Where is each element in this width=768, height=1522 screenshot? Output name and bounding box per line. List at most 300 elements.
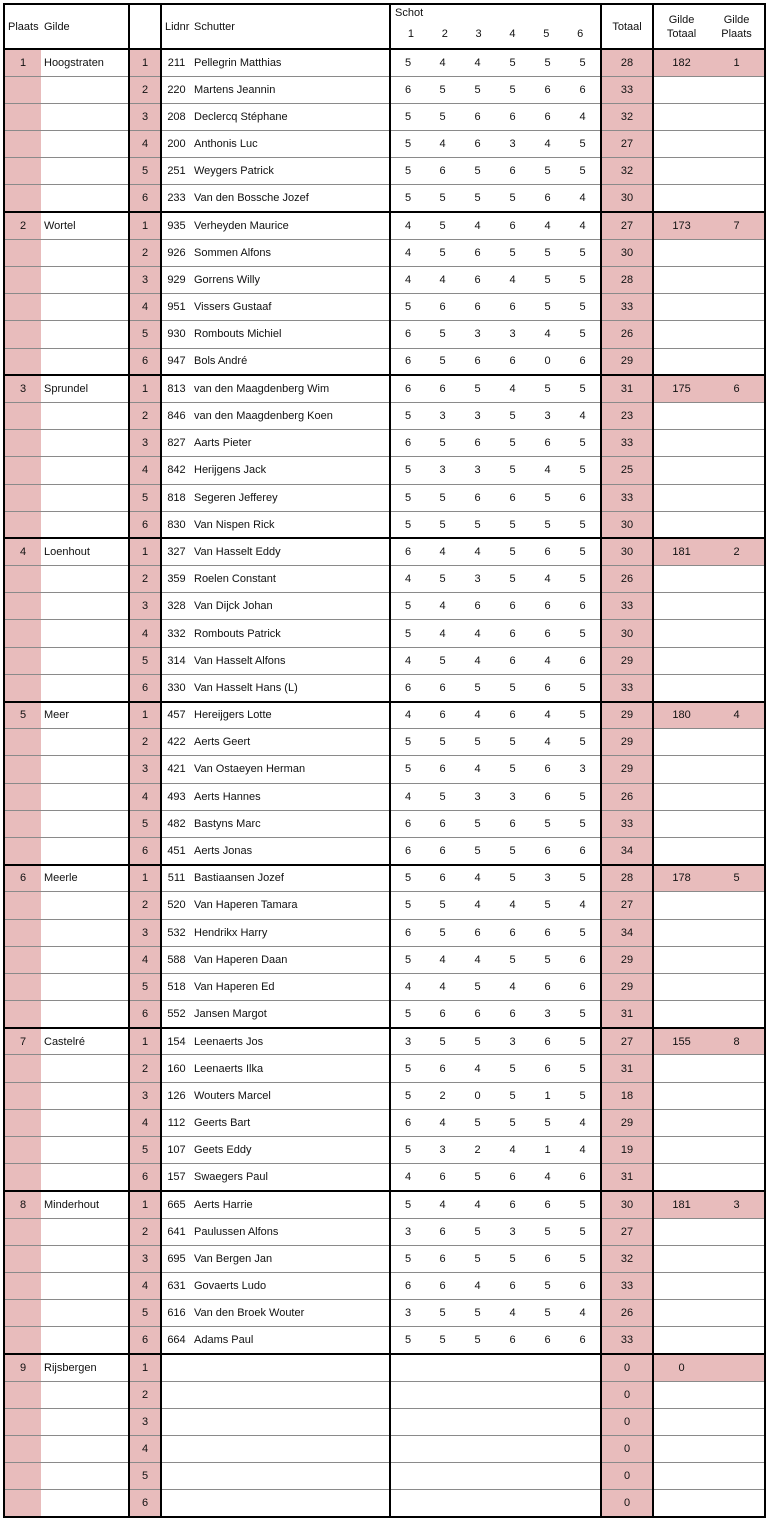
- score-cell-4: 6: [495, 1164, 530, 1191]
- plaats-cell: [4, 647, 41, 674]
- table-row: [4, 1245, 765, 1272]
- row-number-cell: 1: [129, 212, 161, 239]
- gilde-totaal-cell: [653, 756, 709, 783]
- score-cell-1: 5: [390, 1082, 425, 1109]
- lidnr-cell: 327: [161, 538, 191, 565]
- table-row: [4, 1191, 765, 1218]
- score-cell-2: 6: [425, 1272, 460, 1299]
- plaats-cell: [4, 1463, 41, 1490]
- schutter-cell: Aerts Harrie: [191, 1191, 390, 1218]
- plaats-cell: [4, 729, 41, 756]
- score-cell-4: 6: [495, 212, 530, 239]
- score-cell-4: 5: [495, 756, 530, 783]
- score-cell-1: 4: [390, 267, 425, 294]
- gilde-plaats-cell: 6: [709, 375, 765, 402]
- plaats-cell: [4, 1490, 41, 1517]
- score-cell-2: 5: [425, 430, 460, 457]
- totaal-cell: 27: [601, 892, 653, 919]
- table-row: [4, 348, 765, 375]
- score-cell-3: 3: [460, 783, 495, 810]
- plaats-cell: 9: [4, 1354, 41, 1381]
- score-cell-1: 6: [390, 76, 425, 103]
- score-cell-3: [460, 1490, 495, 1517]
- score-cell-5: 4: [530, 212, 565, 239]
- gilde-totaal-cell: [653, 1408, 709, 1435]
- gilde-plaats-cell: [709, 1082, 765, 1109]
- gilde-totaal-cell: [653, 511, 709, 538]
- score-cell-5: 5: [530, 267, 565, 294]
- row-number-cell: 2: [129, 892, 161, 919]
- totaal-cell: 29: [601, 756, 653, 783]
- schutter-cell: Van Hasselt Eddy: [191, 538, 390, 565]
- row-number-cell: 1: [129, 702, 161, 729]
- lidnr-cell: 154: [161, 1028, 191, 1055]
- score-cell-3: 6: [460, 919, 495, 946]
- plaats-cell: [4, 566, 41, 593]
- score-cell-6: 5: [565, 702, 601, 729]
- gilde-plaats-cell: 5: [709, 865, 765, 892]
- schutter-cell: Van Bergen Jan: [191, 1245, 390, 1272]
- row-number-cell: 4: [129, 1272, 161, 1299]
- gilde-totaal-cell: [653, 1327, 709, 1354]
- plaats-cell: 1: [4, 49, 41, 76]
- table-row: [4, 1164, 765, 1191]
- score-cell-5: 5: [530, 158, 565, 185]
- schutter-cell: Van den Broek Wouter: [191, 1300, 390, 1327]
- schutter-cell: Rombouts Michiel: [191, 321, 390, 348]
- gilde-totaal-cell: [653, 484, 709, 511]
- score-cell-6: 4: [565, 402, 601, 429]
- score-cell-3: 6: [460, 294, 495, 321]
- score-cell-1: 6: [390, 348, 425, 375]
- row-number-cell: 6: [129, 1327, 161, 1354]
- gilde-totaal-cell: [653, 1001, 709, 1028]
- schutter-cell: [191, 1463, 390, 1490]
- totaal-cell: 25: [601, 457, 653, 484]
- gilde-plaats-cell: [709, 239, 765, 266]
- score-cell-6: 6: [565, 647, 601, 674]
- gilde-totaal-cell: 0: [653, 1354, 709, 1381]
- row-number-cell: 5: [129, 484, 161, 511]
- plaats-cell: 4: [4, 538, 41, 565]
- row-number-cell: 6: [129, 1001, 161, 1028]
- score-cell-6: 5: [565, 865, 601, 892]
- score-cell-2: 6: [425, 1245, 460, 1272]
- score-cell-5: 4: [530, 131, 565, 158]
- schutter-cell: Van Hasselt Alfons: [191, 647, 390, 674]
- table-row: [4, 402, 765, 429]
- score-cell-2: 5: [425, 321, 460, 348]
- plaats-cell: [4, 837, 41, 864]
- lidnr-cell: 935: [161, 212, 191, 239]
- score-cell-3: 5: [460, 1109, 495, 1136]
- gilde-cell: Meer: [41, 702, 129, 729]
- score-cell-1: 5: [390, 892, 425, 919]
- totaal-cell: 30: [601, 185, 653, 212]
- score-cell-1: 6: [390, 1272, 425, 1299]
- gilde-cell: [41, 484, 129, 511]
- score-cell-4: 5: [495, 674, 530, 701]
- gilde-cell: [41, 1164, 129, 1191]
- gilde-totaal-cell: [653, 1490, 709, 1517]
- score-cell-2: 5: [425, 1327, 460, 1354]
- table-row: [4, 919, 765, 946]
- score-cell-2: [425, 1381, 460, 1408]
- gilde-cell: [41, 158, 129, 185]
- lidnr-cell: 359: [161, 566, 191, 593]
- totaal-cell: 30: [601, 1191, 653, 1218]
- lidnr-cell: 511: [161, 865, 191, 892]
- score-cell-3: 3: [460, 321, 495, 348]
- score-cell-2: 6: [425, 158, 460, 185]
- table-row: [4, 538, 765, 565]
- plaats-cell: [4, 484, 41, 511]
- totaal-cell: 34: [601, 919, 653, 946]
- score-cell-4: 5: [495, 946, 530, 973]
- score-cell-1: [390, 1381, 425, 1408]
- gilde-cell: [41, 457, 129, 484]
- score-cell-5: 6: [530, 593, 565, 620]
- gilde-cell: [41, 1490, 129, 1517]
- totaal-cell: 32: [601, 158, 653, 185]
- score-cell-5: 6: [530, 430, 565, 457]
- totaal-cell: 28: [601, 865, 653, 892]
- table-row: [4, 756, 765, 783]
- gilde-plaats-cell: [709, 158, 765, 185]
- row-number-cell: 4: [129, 457, 161, 484]
- plaats-cell: [4, 919, 41, 946]
- table-row: [4, 1436, 765, 1463]
- score-cell-5: 5: [530, 1218, 565, 1245]
- score-cell-1: 5: [390, 620, 425, 647]
- score-cell-5: [530, 1463, 565, 1490]
- totaal-cell: 26: [601, 566, 653, 593]
- lidnr-cell: 457: [161, 702, 191, 729]
- score-cell-4: 3: [495, 1218, 530, 1245]
- header-gilde: Gilde: [41, 4, 129, 49]
- score-cell-1: 4: [390, 212, 425, 239]
- score-cell-4: [495, 1381, 530, 1408]
- score-cell-1: 5: [390, 511, 425, 538]
- plaats-cell: [4, 973, 41, 1000]
- plaats-cell: [4, 593, 41, 620]
- score-cell-6: 5: [565, 49, 601, 76]
- plaats-cell: [4, 511, 41, 538]
- score-cell-5: 5: [530, 892, 565, 919]
- schutter-cell: Martens Jeannin: [191, 76, 390, 103]
- gilde-cell: [41, 1082, 129, 1109]
- totaal-cell: 26: [601, 1300, 653, 1327]
- score-cell-5: 5: [530, 1300, 565, 1327]
- table-row: [4, 484, 765, 511]
- schutter-cell: Van Hasselt Hans (L): [191, 674, 390, 701]
- gilde-totaal-cell: [653, 348, 709, 375]
- score-cell-4: 6: [495, 919, 530, 946]
- score-cell-1: 6: [390, 538, 425, 565]
- lidnr-cell: 929: [161, 267, 191, 294]
- table-row: [4, 1109, 765, 1136]
- schutter-cell: Aarts Pieter: [191, 430, 390, 457]
- score-cell-4: 6: [495, 620, 530, 647]
- gilde-cell: [41, 402, 129, 429]
- score-cell-1: 5: [390, 1137, 425, 1164]
- score-cell-3: 4: [460, 1191, 495, 1218]
- score-cell-1: 5: [390, 1245, 425, 1272]
- score-cell-5: 5: [530, 810, 565, 837]
- lidnr-cell: 211: [167, 56, 186, 69]
- plaats-cell: [4, 321, 41, 348]
- score-table: [3, 3, 766, 1518]
- score-cell-4: 6: [495, 593, 530, 620]
- score-cell-1: [390, 1408, 425, 1435]
- gilde-cell: [41, 1001, 129, 1028]
- score-cell-3: 4: [460, 756, 495, 783]
- row-number-cell: 1: [129, 49, 161, 76]
- score-cell-5: 6: [530, 674, 565, 701]
- header-schot-3: 3: [475, 27, 482, 40]
- score-cell-4: 5: [495, 566, 530, 593]
- score-cell-5: 6: [530, 185, 565, 212]
- score-cell-6: 5: [565, 1001, 601, 1028]
- lidnr-cell: 947: [161, 348, 191, 375]
- score-cell-2: [425, 1463, 460, 1490]
- lidnr-cell: 421: [161, 756, 191, 783]
- score-cell-5: 6: [530, 783, 565, 810]
- score-cell-3: 4: [460, 946, 495, 973]
- gilde-cell: [41, 1436, 129, 1463]
- row-number-cell: 1: [129, 1028, 161, 1055]
- lidnr-cell: 330: [161, 674, 191, 701]
- table-row: [4, 783, 765, 810]
- gilde-totaal-cell: [653, 566, 709, 593]
- score-cell-1: 4: [390, 1164, 425, 1191]
- table-row: [4, 1082, 765, 1109]
- score-cell-3: 5: [460, 1028, 495, 1055]
- row-number-cell: 4: [129, 1109, 161, 1136]
- gilde-totaal-cell: [653, 1245, 709, 1272]
- score-cell-2: 5: [425, 1300, 460, 1327]
- plaats-cell: [4, 457, 41, 484]
- score-cell-1: 5: [390, 593, 425, 620]
- gilde-plaats-cell: [709, 321, 765, 348]
- score-cell-2: 6: [425, 294, 460, 321]
- score-cell-5: 4: [530, 729, 565, 756]
- score-cell-5: 6: [530, 538, 565, 565]
- schutter-cell: Aerts Hannes: [191, 783, 390, 810]
- totaal-cell: 33: [601, 484, 653, 511]
- totaal-cell: 30: [601, 620, 653, 647]
- gilde-cell: [41, 729, 129, 756]
- gilde-cell: [41, 131, 129, 158]
- score-cell-4: 5: [495, 1245, 530, 1272]
- score-cell-2: 5: [425, 76, 460, 103]
- totaal-cell: 0: [601, 1354, 653, 1381]
- totaal-cell: 33: [601, 430, 653, 457]
- score-cell-3: 5: [460, 1164, 495, 1191]
- score-cell-3: 6: [460, 131, 495, 158]
- score-cell-2: 6: [425, 674, 460, 701]
- score-cell-6: 5: [565, 239, 601, 266]
- score-cell-5: 5: [530, 484, 565, 511]
- totaal-cell: 28: [601, 267, 653, 294]
- schutter-cell: Leenaerts Ilka: [191, 1055, 390, 1082]
- score-cell-3: 4: [474, 56, 481, 69]
- lidnr-cell: 695: [161, 1245, 191, 1272]
- gilde-plaats-cell: [709, 1490, 765, 1517]
- table-row: [4, 1028, 765, 1055]
- schutter-cell: Leenaerts Jos: [191, 1028, 390, 1055]
- schutter-cell: Van Haperen Tamara: [191, 892, 390, 919]
- score-cell-2: 4: [425, 973, 460, 1000]
- score-cell-3: 0: [460, 1082, 495, 1109]
- gilde-plaats-cell: [709, 1055, 765, 1082]
- score-cell-3: 5: [460, 1218, 495, 1245]
- score-cell-5: [530, 1381, 565, 1408]
- gilde-cell: [41, 837, 129, 864]
- score-cell-2: 2: [425, 1082, 460, 1109]
- score-cell-1: 4: [390, 973, 425, 1000]
- score-cell-3: 5: [460, 375, 495, 402]
- schutter-cell: Pellegrin Matthias: [191, 49, 390, 76]
- row-number-cell: 4: [129, 783, 161, 810]
- lidnr-cell: 665: [161, 1191, 191, 1218]
- gilde-totaal-cell: [653, 946, 709, 973]
- score-cell-4: 4: [495, 1300, 530, 1327]
- header-schot-group: [390, 4, 601, 49]
- score-cell-3: 2: [460, 1137, 495, 1164]
- row-number-cell: 5: [129, 1137, 161, 1164]
- plaats-cell: 5: [4, 702, 41, 729]
- schutter-cell: Hereijgers Lotte: [191, 702, 390, 729]
- score-cell-4: [495, 1436, 530, 1463]
- score-cell-5: 6: [530, 837, 565, 864]
- score-cell-5: 5: [544, 56, 551, 69]
- score-cell-2: 5: [425, 484, 460, 511]
- schutter-cell: [191, 1381, 390, 1408]
- schutter-cell: Geets Eddy: [191, 1137, 390, 1164]
- row-number-cell: 2: [129, 1218, 161, 1245]
- schutter-cell: van den Maagdenberg Koen: [191, 402, 390, 429]
- plaats-cell: [4, 1327, 41, 1354]
- lidnr-cell: 422: [161, 729, 191, 756]
- lidnr-cell: 588: [161, 946, 191, 973]
- gilde-plaats-cell: [709, 348, 765, 375]
- schutter-cell: Bastiaansen Jozef: [191, 865, 390, 892]
- table-row: [4, 892, 765, 919]
- schutter-cell: Geerts Bart: [191, 1109, 390, 1136]
- score-cell-1: 5: [390, 402, 425, 429]
- score-cell-4: 5: [495, 185, 530, 212]
- gilde-plaats-cell: [709, 1436, 765, 1463]
- lidnr-cell: 482: [161, 810, 191, 837]
- score-cell-6: 4: [565, 103, 601, 130]
- gilde-plaats-cell: 8: [709, 1028, 765, 1055]
- schutter-cell: Govaerts Ludo: [191, 1272, 390, 1299]
- row-number-cell: 5: [129, 1300, 161, 1327]
- gilde-totaal-cell: [653, 1137, 709, 1164]
- row-number-cell: 5: [129, 158, 161, 185]
- plaats-cell: [4, 1055, 41, 1082]
- totaal-cell: 27: [601, 131, 653, 158]
- row-number-cell: 5: [129, 973, 161, 1000]
- schutter-cell: Rombouts Patrick: [191, 620, 390, 647]
- schutter-cell: Weygers Patrick: [191, 158, 390, 185]
- totaal-cell: 0: [601, 1381, 653, 1408]
- gilde-plaats-cell: 1: [709, 49, 765, 76]
- gilde-plaats-cell: [709, 484, 765, 511]
- score-cell-5: 5: [530, 1272, 565, 1299]
- score-cell-6: 5: [565, 1028, 601, 1055]
- totaal-cell: 29: [601, 702, 653, 729]
- schutter-cell: [191, 1490, 390, 1517]
- score-cell-6: 5: [565, 457, 601, 484]
- score-cell-3: [460, 1436, 495, 1463]
- plaats-cell: [4, 756, 41, 783]
- score-cell-6: 4: [565, 1137, 601, 1164]
- plaats-cell: 2: [4, 212, 41, 239]
- score-cell-2: [425, 1408, 460, 1435]
- header-nr: [129, 4, 161, 49]
- score-cell-6: [565, 1490, 601, 1517]
- gilde-plaats-cell: [709, 1408, 765, 1435]
- table-row: [4, 185, 765, 212]
- gilde-plaats-cell: [709, 1272, 765, 1299]
- gilde-cell: [41, 1218, 129, 1245]
- score-cell-5: 6: [530, 756, 565, 783]
- gilde-plaats-cell: [709, 76, 765, 103]
- score-cell-2: 3: [425, 1137, 460, 1164]
- schutter-cell: Aerts Jonas: [191, 837, 390, 864]
- plaats-cell: [4, 1001, 41, 1028]
- plaats-cell: [4, 1408, 41, 1435]
- score-cell-2: 5: [425, 239, 460, 266]
- score-cell-3: 3: [460, 402, 495, 429]
- score-cell-4: 5: [495, 402, 530, 429]
- gilde-totaal-cell: [653, 892, 709, 919]
- plaats-cell: [4, 620, 41, 647]
- lidnr-cell: 126: [161, 1082, 191, 1109]
- plaats-cell: [4, 103, 41, 130]
- lidnr-cell: [161, 1463, 191, 1490]
- score-cell-3: 4: [460, 1055, 495, 1082]
- score-cell-4: 4: [495, 375, 530, 402]
- gilde-totaal-cell: [653, 103, 709, 130]
- score-cell-2: 5: [425, 212, 460, 239]
- header-gilde-plaats: Gilde Plaats: [709, 4, 765, 49]
- header-plaats: Plaats: [4, 4, 41, 49]
- score-cell-4: 5: [495, 1055, 530, 1082]
- row-number-cell: 6: [129, 674, 161, 701]
- totaal-cell: 31: [601, 1055, 653, 1082]
- score-cell-4: 6: [495, 1272, 530, 1299]
- score-cell-5: 3: [530, 865, 565, 892]
- schutter-cell: Aerts Geert: [191, 729, 390, 756]
- score-cell-6: 3: [565, 756, 601, 783]
- lidnr-cell: 926: [161, 239, 191, 266]
- score-cell-6: 5: [565, 1218, 601, 1245]
- gilde-plaats-cell: [709, 1327, 765, 1354]
- totaal-cell: 0: [601, 1436, 653, 1463]
- totaal-cell: 19: [601, 1137, 653, 1164]
- plaats-cell: [4, 267, 41, 294]
- header-row: [4, 4, 765, 49]
- totaal-cell: 33: [601, 1327, 653, 1354]
- score-cell-1: 6: [390, 919, 425, 946]
- score-cell-2: 6: [425, 702, 460, 729]
- plaats-cell: [4, 185, 41, 212]
- score-cell-6: [565, 1436, 601, 1463]
- score-cell-3: 6: [460, 593, 495, 620]
